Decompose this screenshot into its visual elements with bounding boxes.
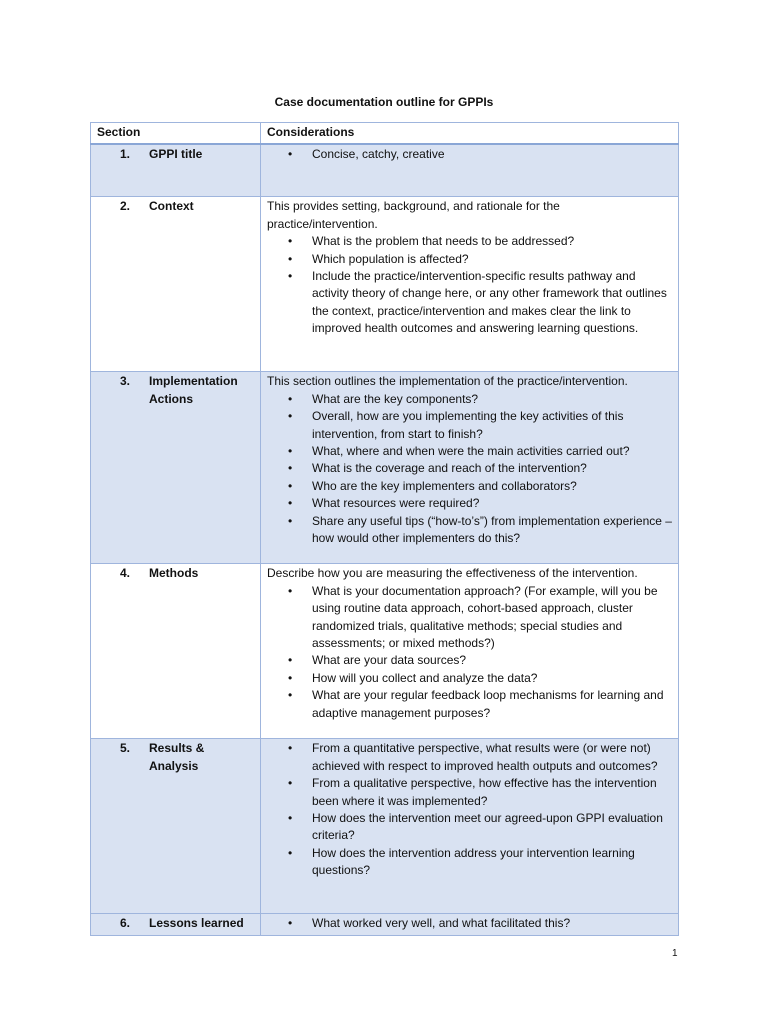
- table-row: [91, 372, 679, 564]
- section-title: GPPI title: [149, 147, 203, 162]
- section-title: Lessons learned: [149, 916, 244, 931]
- document-title: Case documentation outline for GPPIs: [274, 95, 494, 109]
- bullet-list: [267, 146, 672, 163]
- list-item: • From a qualitative perspective, how effective has the intervention been where it was implemented?: [312, 775, 672, 810]
- list-item: • How does the intervention meet our agreed-upon GPPI evaluation criteria?: [312, 810, 672, 845]
- list-item: • What is the problem that needs to be addressed?: [312, 233, 672, 250]
- bullet-list: [267, 391, 672, 548]
- section-number: 4.: [120, 566, 131, 581]
- list-item: • What, where and when were the main activities carried out?: [312, 443, 672, 460]
- list-item: • What are your data sources?: [312, 652, 672, 669]
- bullet-list: [267, 583, 672, 722]
- table-row: [91, 739, 679, 914]
- bullet-list: [267, 915, 672, 932]
- section-intro: This section outlines the implementation of the practice/intervention.: [267, 374, 628, 389]
- section-cell: [91, 372, 261, 564]
- section-title: Results & Analysis: [149, 741, 205, 773]
- list-item: • What is your documentation approach? (For example, will you be using routine data approach, cohort-based approach, cluster randomized trials, qualitative methods; special studies and assessments; or mixed methods?): [312, 583, 672, 653]
- table-row: [91, 144, 679, 197]
- section-number: 5.: [120, 741, 131, 756]
- considerations-cell: [261, 914, 679, 935]
- list-item: • What are the key components?: [312, 391, 672, 408]
- section-number: 3.: [120, 374, 131, 389]
- section-number: 1.: [120, 147, 131, 162]
- section-title: Implementation Actions: [149, 374, 238, 406]
- section-number: 6.: [120, 916, 131, 931]
- section-cell: [91, 914, 261, 935]
- section-number: 2.: [120, 199, 131, 214]
- list-item: • What are your regular feedback loop mechanisms for learning and adaptive management purposes?: [312, 687, 672, 722]
- header-considerations: Considerations: [261, 123, 679, 145]
- section-cell: [91, 197, 261, 372]
- considerations-cell: [261, 197, 679, 372]
- section-title: Context: [149, 199, 194, 214]
- list-item: • What resources were required?: [312, 495, 672, 512]
- considerations-cell: [261, 564, 679, 739]
- list-item: • How does the intervention address your intervention learning questions?: [312, 845, 672, 880]
- list-item: • Share any useful tips (“how-to’s”) from implementation experience – how would other implementers do this?: [312, 513, 672, 548]
- list-item: • Overall, how are you implementing the key activities of this intervention, from start to finish?: [312, 408, 672, 443]
- list-item: • Include the practice/intervention-specific results pathway and activity theory of change here, or any other framework that outlines the context, practice/intervention and makes clear the link to improved health outcomes and answering learning questions.: [312, 268, 672, 338]
- list-item: • What is the coverage and reach of the intervention?: [312, 460, 672, 477]
- bullet-list: [267, 233, 672, 337]
- section-intro: This provides setting, background, and rationale for the practice/intervention.: [267, 199, 560, 231]
- list-item: • From a quantitative perspective, what results were (or were not) achieved with respect to improved health outputs and outcomes?: [312, 740, 672, 775]
- list-item: • Which population is affected?: [312, 251, 672, 268]
- considerations-cell: [261, 144, 679, 197]
- table-row: [91, 914, 679, 935]
- outline-table: [90, 122, 679, 936]
- section-intro: Describe how you are measuring the effectiveness of the intervention.: [267, 566, 638, 581]
- section-title: Methods: [149, 566, 199, 581]
- considerations-cell: [261, 739, 679, 914]
- bullet-list: [267, 740, 672, 879]
- table-row: [91, 197, 679, 372]
- page-number: 1: [672, 948, 678, 959]
- list-item: • Concise, catchy, creative: [312, 146, 672, 163]
- list-item: • How will you collect and analyze the data?: [312, 670, 672, 687]
- considerations-cell: [261, 372, 679, 564]
- header-section: Section: [91, 123, 261, 145]
- table-header-row: [91, 123, 679, 145]
- section-cell: [91, 564, 261, 739]
- list-item: • What worked very well, and what facilitated this?: [312, 915, 672, 932]
- section-cell: [91, 739, 261, 914]
- section-cell: [91, 144, 261, 197]
- list-item: • Who are the key implementers and collaborators?: [312, 478, 672, 495]
- table-row: [91, 564, 679, 739]
